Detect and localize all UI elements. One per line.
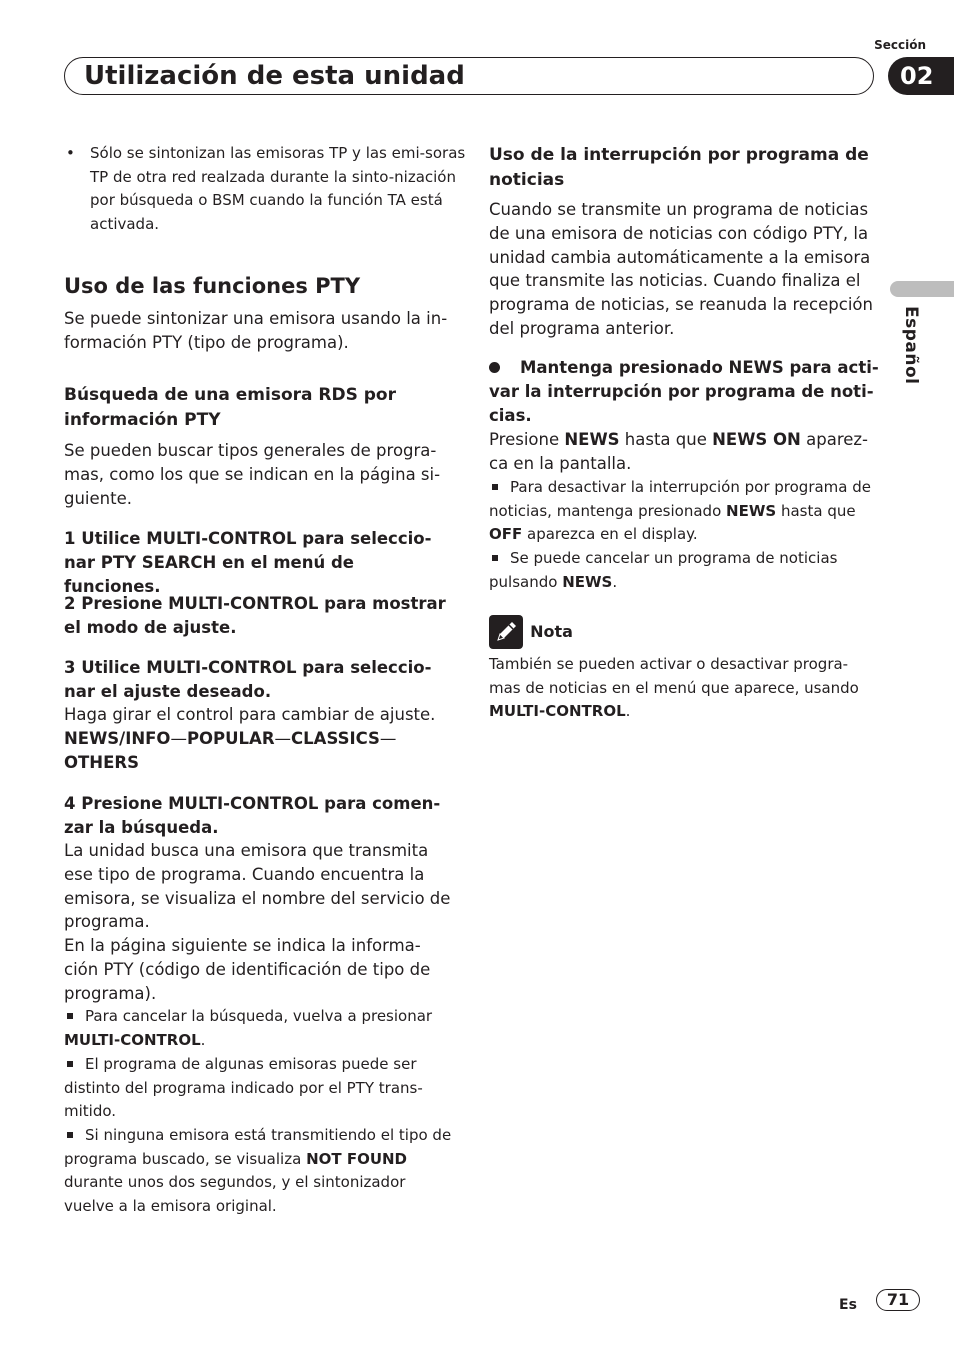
note-program-differs: El programa de algunas emisoras puede ser distinto del programa indicado por el PTY trans-mitido. bbox=[64, 1055, 423, 1121]
note-not-found: Si ninguna emisora está transmitiendo el tipo de programa buscado, se visualiza NOT FOUND durante unos dos segundos, y el sintonizador vuelve a la emisora original. bbox=[64, 1126, 452, 1215]
option-news-info: NEWS/INFO bbox=[64, 729, 171, 748]
pencil-note-icon bbox=[489, 615, 523, 649]
option-popular: POPULAR bbox=[186, 729, 275, 748]
language-tab-label: Español bbox=[901, 306, 921, 385]
section-heading-text: Se puede sintonizar una emisora usando la in-formación PTY (tipo de programa). bbox=[64, 309, 448, 352]
language-tab-marker bbox=[890, 281, 954, 297]
intro-bullet: • Sólo se sintonizan las emisoras TP y las emi-soras TP de otra red realzada durante la sinto-nización por búsqueda o BSM cuando la función TA está activada. bbox=[66, 144, 466, 233]
intro-bullet-text: Sólo se sintonizan las emisoras TP y las emi-soras TP de otra red realzada durante la sinto-nización por búsqueda o BSM cuando la función TA está activada. bbox=[90, 144, 466, 233]
option-separator: — bbox=[170, 729, 187, 748]
subheading-pty-search: Búsqueda de una emisora RDS por información PTY bbox=[64, 385, 396, 430]
subheading-news-interrupt: Uso de la interrupción por programa de noticias bbox=[489, 145, 869, 190]
step-3: 3 Utilice MULTI-CONTROL para seleccio-nar el ajuste deseado. bbox=[64, 658, 432, 701]
page-number: 71 bbox=[876, 1289, 920, 1311]
section-heading: Uso de las funciones PTY bbox=[64, 274, 361, 298]
section-label: Sección bbox=[874, 38, 926, 52]
nota-heading bbox=[489, 615, 573, 649]
note-cancel-news: Se puede cancelar un programa de noticias pulsando NEWS. bbox=[489, 549, 838, 591]
step-4-text-2: En la página siguiente se indica la informa-ción PTY (código de identificación de tipo de programa). bbox=[64, 936, 431, 1003]
news-action-text: Presione NEWS hasta que NEWS ON aparez-ca en la pantalla. bbox=[489, 430, 869, 473]
section-number-badge: 02 bbox=[888, 57, 954, 95]
round-bullet-icon bbox=[489, 362, 500, 373]
option-separator: — bbox=[274, 729, 292, 748]
step-4-text-1: La unidad busca una emisora que transmita ese tipo de programa. Cuando encuentra la emisora, se visualiza el nombre del servicio de programa. bbox=[64, 841, 451, 932]
note-deactivate-news: Para desactivar la interrupción por programa de noticias, mantenga presionado NEWS hasta que OFF aparezca en el display. bbox=[489, 478, 871, 544]
left-column bbox=[64, 0, 466, 1215]
step-3-options bbox=[64, 727, 452, 775]
step-1: 1 Utilice MULTI-CONTROL para seleccio-nar PTY SEARCH en el menú de funciones. bbox=[64, 529, 432, 596]
news-action: Mantenga presionado NEWS para acti-var la interrupción por programa de noti-cias. bbox=[489, 358, 879, 425]
option-classics: CLASSICS bbox=[291, 729, 380, 748]
step-4: 4 Presione MULTI-CONTROL para comen-zar la búsqueda. bbox=[64, 794, 441, 837]
step-3-text: Haga girar el control para cambiar de ajuste. bbox=[64, 705, 436, 724]
nota-label: Nota bbox=[530, 621, 573, 641]
nota-text: También se pueden activar o desactivar progra-mas de noticias en el menú que aparece, usando MULTI-CONTROL. bbox=[489, 655, 859, 721]
news-interrupt-text: Cuando se transmite un programa de noticias de una emisora de noticias con código PTY, la unidad cambia automáticamente a la emisora que transmite las noticias. Cuando finaliza el programa de noticias, se reanuda la recepción del programa anterior. bbox=[489, 200, 873, 338]
subheading-pty-search-text: Se pueden buscar tipos generales de progra-mas, como los que se indican en la página si-guiente. bbox=[64, 441, 441, 508]
square-bullet-icon bbox=[67, 1061, 73, 1067]
step-2: 2 Presione MULTI-CONTROL para mostrar el modo de ajuste. bbox=[64, 594, 446, 637]
page-title: Utilización de esta unidad bbox=[84, 61, 465, 91]
footer-language: Es bbox=[839, 1297, 857, 1313]
option-others: OTHERS bbox=[64, 752, 139, 772]
square-bullet-icon bbox=[67, 1013, 73, 1019]
square-bullet-icon bbox=[67, 1132, 73, 1138]
square-bullet-icon bbox=[492, 484, 498, 490]
option-separator: — bbox=[379, 729, 397, 748]
note-cancel-search: Para cancelar la búsqueda, vuelva a presionar MULTI-CONTROL. bbox=[64, 1007, 433, 1049]
square-bullet-icon bbox=[492, 555, 498, 561]
